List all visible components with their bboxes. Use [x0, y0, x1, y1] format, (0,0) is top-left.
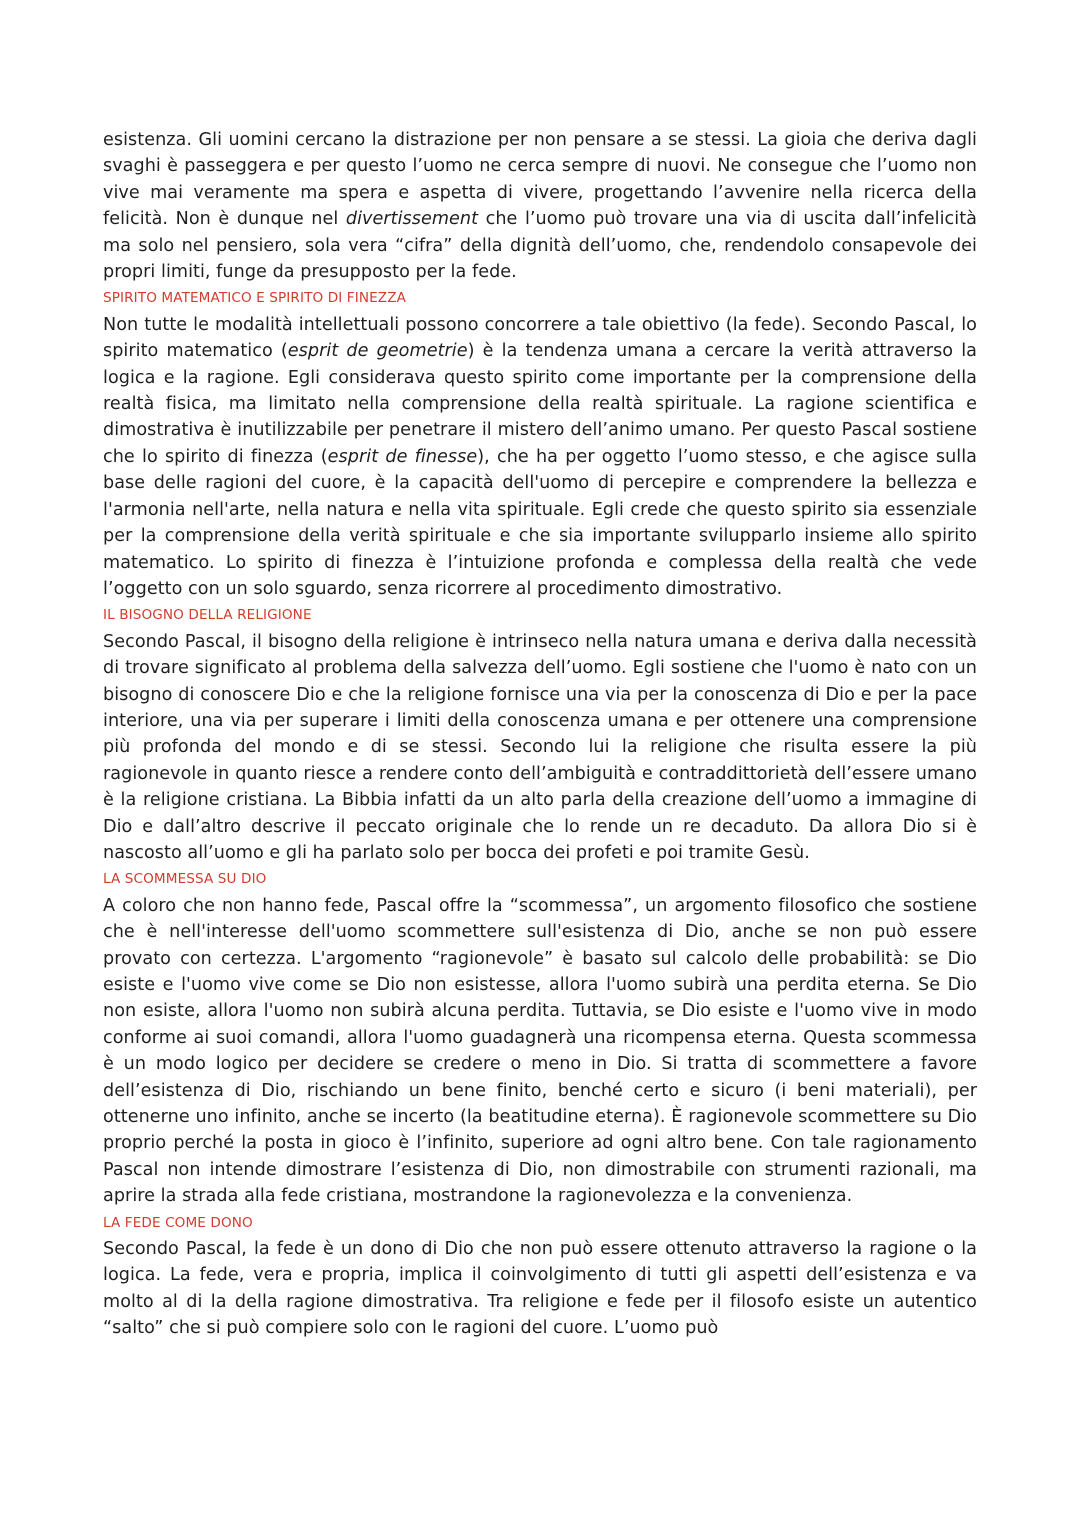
body-paragraph [103, 127, 977, 285]
text-run: Secondo Pascal, la fede è un dono di Dio che non può essere ottenuto attraverso la ragione o la logica. La fede, vera e propria, implica il coinvolgimento di tutti gli aspetti dell’esistenza e va molto al di la della ragione dimostrativa. Tra religione e fede per il filosofo esiste un autentico “salto” che si può compiere solo con le ragioni del cuore. L’uomo può [103, 1239, 977, 1339]
text-run: ), che ha per oggetto l’uomo stesso, e che agisce sulla base delle ragioni del cuore, è la capacità dell'uomo di percepire e comprendere la bellezza e l'armonia nell'arte, nella natura e nella vita spirituale. Egli crede che questo spirito sia essenziale per la comprensione della verità spirituale e che sia importante svilupparlo insieme allo spirito matematico. Lo spirito di finezza è l’intuizione profonda e complessa della realtà che vede l’oggetto con un solo sguardo, senza ricorrere al procedimento dimostrativo. [103, 446, 977, 599]
section-heading: LA FEDE COME DONO [103, 1214, 253, 1231]
italic-term: esprit de geometrie [287, 341, 468, 362]
body-paragraph [103, 629, 977, 867]
section-heading: IL BISOGNO DELLA RELIGIONE [103, 607, 312, 624]
text-run: Secondo Pascal, il bisogno della religione è intrinseco nella natura umana e deriva dalla necessità di trovare significato al problema della salvezza dell’uomo. Egli sostiene che l'uomo è nato con un bisogno di conoscere Dio e che la religione fornisce una via per la conoscenza di Dio e per la pace interiore, una via per superare i limiti della conoscenza umana e per ottenere una comprensione più profonda del mondo e di se stessi. Secondo lui la religione che risulta essere la più ragionevole in quanto riesce a rendere conto dell’ambiguità e contraddittorietà dell’essere umano è la religione cristiana. La Bibbia infatti da un alto parla della creazione dell’uomo a immagine di Dio e dall’altro descrive il peccato originale che lo rende un re decaduto. Da allora Dio si è nascosto all’uomo e gli ha parlato solo per bocca dei profeti e poi tramite Gesù. [103, 631, 977, 863]
section-heading: LA SCOMMESSA SU DIO [103, 871, 267, 888]
italic-term: divertissement [345, 209, 479, 230]
text-run: ) è la tendenza umana a cercare la verità attraverso la logica e la ragione. Egli considerava questo spirito come importante per la comprensione della realtà fisica, ma limitato nella comprensione della realtà spirituale. La ragione scientifica e dimostrativa è inutilizzabile per penetrare il mistero dell’animo umano. Per questo Pascal sostiene che lo spirito di finezza ( [103, 341, 978, 467]
text-run: esistenza. Gli uomini cercano la distrazione per non pensare a se stessi. La gioia che deriva dagli svaghi è passeggera e per questo l’uomo ne cerca sempre di nuovi. Ne consegue che l’uomo non vive mai veramente ma spera e aspetta di vivere, progettando l’avvenire nella ricerca della felicità. Non è dunque nel [103, 130, 977, 230]
text-run: che l’uomo può trovare una via di uscita dall’infelicità ma solo nel pensiero, sola vera “cifra” della dignità dell’uomo, che, rendendolo consapevole dei propri limiti, funge da presupposto per la fede. [103, 209, 977, 283]
text-run: A coloro che non hanno fede, Pascal offre la “scommessa”, un argomento filosofico che sostiene che è nell'interesse dell'uomo scommettere sull'esistenza di Dio, anche se non può essere provato con certezza. L'argomento “ragionevole” è basato sul calcolo delle probabilità: se Dio esiste e l'uomo vive come se Dio non esistesse, allora l'uomo subirà una perdita eterna. Se Dio non esiste, allora l'uomo non subirà alcuna perdita. Tuttavia, se Dio esiste e l'uomo vive in modo conforme ai suoi comandi, allora l'uomo guadagnerà una ricompensa eterna. Questa scommessa è un modo logico per decidere se credere o meno in Dio. Si tratta di scommettere a favore dell’esistenza di Dio, rischiando un bene finito, benché certo e sicuro (i beni materiali), per ottenerne uno infinito, anche se incerto (la beatitudine eterna). È ragionevole scommettere su Dio proprio perché la posta in gioco è l’infinito, superiore ad ogni altro bene. Con tale ragionamento Pascal non intende dimostrare l’esistenza di Dio, non dimostrabile con strumenti razionali, ma aprire la strada alla fede cristiana, mostrandone la ragionevolezza e la convenienza. [103, 895, 977, 1207]
document-page [103, 127, 977, 1342]
section-heading: SPIRITO MATEMATICO E SPIRITO DI FINEZZA [103, 290, 407, 307]
body-paragraph [103, 312, 977, 602]
italic-term: esprit de finesse [327, 446, 478, 467]
body-paragraph [103, 893, 977, 1210]
text-run: Non tutte le modalità intellettuali possono concorrere a tale obiettivo (la fede). Secondo Pascal, lo spirito matematico ( [103, 314, 977, 362]
body-paragraph [103, 1236, 977, 1342]
